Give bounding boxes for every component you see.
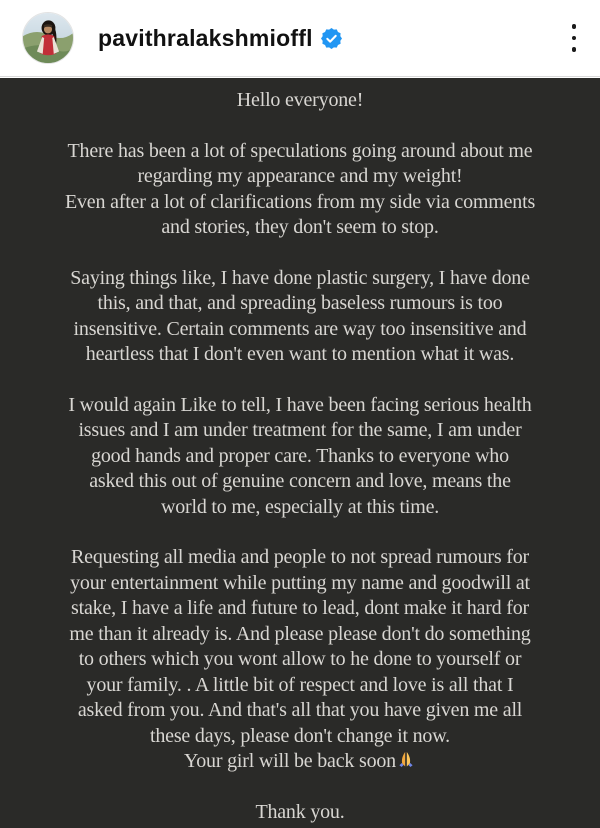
post-text-line: I would again Like to tell, I have been facing serious health bbox=[68, 393, 532, 416]
kebab-menu-icon bbox=[572, 36, 577, 41]
post-paragraph bbox=[12, 545, 588, 775]
avatar[interactable] bbox=[22, 12, 74, 64]
kebab-menu-icon bbox=[572, 24, 577, 29]
post-text-line: regarding my appearance and my weight! bbox=[137, 165, 463, 187]
post-text-line: your entertainment while putting my name and goodwill at bbox=[70, 571, 530, 594]
kebab-menu-icon bbox=[572, 47, 577, 52]
post-header bbox=[0, 0, 600, 77]
username[interactable]: pavithralakshmioffl bbox=[98, 24, 313, 51]
post-text-line: stake, I have a life and future to lead, dont make it hard for bbox=[71, 597, 529, 619]
post-text-line: There has been a lot of speculations going around about me bbox=[67, 139, 533, 162]
more-options-button[interactable] bbox=[566, 20, 583, 56]
post-text-line: asked from you. And that's all that you have given me all bbox=[77, 699, 523, 721]
post-text-line: Requesting all media and people to not spread rumours for bbox=[71, 546, 529, 568]
post-paragraph bbox=[12, 393, 588, 521]
post-text-line: world to me, especially at this time. bbox=[160, 495, 440, 518]
post-text bbox=[12, 88, 588, 825]
post-text-line: Your girl will be back soon bbox=[12, 749, 588, 775]
post-text-line: to others which you wont allow to he done to yourself or bbox=[78, 648, 522, 670]
post-paragraph bbox=[12, 800, 588, 826]
post-paragraph bbox=[12, 88, 588, 114]
post-text-line: good hands and proper care. Thanks to everyone who bbox=[91, 444, 509, 467]
post-text-line: me than it already is. And please please don't do something bbox=[69, 622, 531, 645]
avatar-photo bbox=[23, 13, 73, 63]
post-paragraph bbox=[12, 139, 588, 241]
post-image[interactable] bbox=[0, 78, 600, 828]
post-text-line: insensitive. Certain comments are way too insensitive and bbox=[73, 317, 527, 340]
post-text-line: issues and I am under treatment for the same, I am under bbox=[78, 419, 522, 441]
folded-hands-emoji bbox=[396, 750, 416, 770]
post-text-line: and stories, they don't seem to stop. bbox=[161, 216, 439, 238]
post-text-line: your family. . A little bit of respect and love is all that I bbox=[86, 673, 514, 696]
post-text-line: Even after a lot of clarifications from my side via comments bbox=[64, 190, 536, 213]
post-text-line: these days, please don't change it now. bbox=[150, 724, 450, 747]
post-text-line: Hello everyone! bbox=[236, 89, 364, 111]
post-text-line: Thank you. bbox=[255, 800, 345, 823]
post-text-line: heartless that I don't even want to mention what it was. bbox=[85, 343, 515, 365]
post-text-line: asked this out of genuine concern and love, means the bbox=[89, 470, 511, 492]
verified-badge-icon bbox=[321, 28, 342, 49]
post-paragraph bbox=[12, 266, 588, 368]
post-text-line: this, and that, and spreading baseless rumours is too bbox=[97, 292, 503, 314]
post-text-line: Saying things like, I have done plastic surgery, I have done bbox=[70, 266, 530, 289]
